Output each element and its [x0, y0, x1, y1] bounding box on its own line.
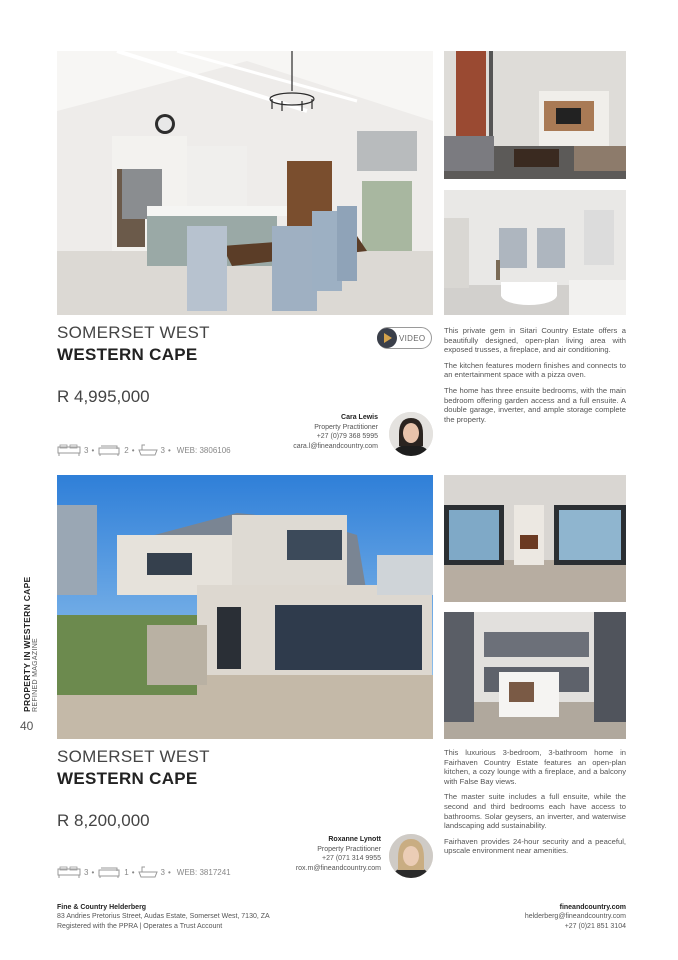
sidebar-label	[22, 576, 39, 712]
sofa-icon	[97, 866, 121, 878]
agent-phone[interactable]: +27 (071 314 9955	[322, 855, 381, 862]
listing2-kitchen-photo	[444, 612, 626, 739]
listing2-main-photo	[57, 475, 433, 739]
listing1-video-button[interactable]	[377, 327, 432, 349]
description-paragraph: The kitchen features modern finishes and connects to an entertainment space with a pizza oven.	[444, 360, 626, 380]
footer-right	[525, 903, 626, 931]
footer-phone[interactable]: +27 (0)21 851 3104	[564, 922, 626, 930]
listing1-region: WESTERN CAPE	[57, 345, 198, 364]
description-paragraph: This luxurious 3-bedroom, 3-bathroom home in Fairhaven Country Estate features an open-plan kitchen, a cozy lounge with a fireplace, and a balcony with False Bay views.	[444, 748, 626, 786]
listing1-living-photo	[444, 51, 626, 179]
agent-title: Property Practitioner	[314, 423, 378, 431]
sidebar-title: PROPERTY IN WESTERN CAPE	[22, 576, 32, 712]
listing2-agent-info	[296, 835, 381, 873]
agent-name: Roxanne Lynott	[328, 836, 381, 843]
description-paragraph: This private gem in Sitari Country Estate offers a beautifully designed, open-plan living area with exposed trusses, a fireplace, and air conditioning.	[444, 326, 626, 355]
description-paragraph: The master suite includes a full ensuite, while the second and third bedrooms each have access to bathrooms. Solar geysers, an inverter, and waterwise landscaping add sustainability.	[444, 792, 626, 831]
listing1-city: SOMERSET WEST	[57, 323, 210, 342]
video-label: VIDEO	[399, 333, 426, 343]
footer-left	[57, 903, 270, 931]
listing1-agent-info	[293, 413, 378, 451]
bed-icon	[57, 866, 81, 878]
footer-address: 83 Andries Pretorius Street, Audas Estate, Somerset West, 7130, ZA	[57, 913, 270, 921]
listing2-agent-avatar	[389, 834, 433, 878]
listing2-city: SOMERSET WEST	[57, 747, 210, 766]
bath-icon	[138, 443, 158, 457]
page-number: 40	[20, 719, 34, 733]
bath-icon	[138, 865, 158, 879]
agent-name: Cara Lewis	[341, 414, 378, 421]
footer-website[interactable]: fineandcountry.com	[559, 904, 626, 911]
listing2-region: WESTERN CAPE	[57, 769, 198, 788]
agent-title: Property Practitioner	[317, 845, 381, 853]
footer-registration: Registered with the PPRA | Operates a Trust Account	[57, 922, 223, 930]
bed-icon	[57, 444, 81, 456]
baths-count: 1	[124, 867, 129, 877]
listing2-features: 3 • 1 • 3 • WEB: 3817241	[57, 865, 231, 879]
footer-email[interactable]: helderberg@fineandcountry.com	[524, 913, 626, 921]
listing1-bathroom-photo	[444, 190, 626, 315]
agent-phone[interactable]: +27 (0)79 368 5995	[316, 433, 378, 440]
sofa-icon	[97, 444, 121, 456]
listing2-price: R 8,200,000	[57, 811, 150, 830]
garages-count: 3	[160, 445, 165, 455]
play-icon	[377, 328, 397, 348]
agent-email[interactable]: rox.m@fineandcountry.com	[295, 864, 381, 872]
beds-count: 3	[84, 867, 89, 877]
listing1-web-ref: WEB: 3806106	[176, 445, 231, 455]
footer-company: Fine & Country Helderberg	[57, 904, 147, 911]
beds-count: 3	[84, 445, 89, 455]
listing1-features: 3 • 2 • 3 • WEB: 3806106	[57, 443, 231, 457]
listing1-agent-avatar	[389, 412, 433, 456]
listing1-description	[444, 326, 626, 430]
agent-email[interactable]: cara.l@fineandcountry.com	[293, 442, 378, 450]
listing1-price: R 4,995,000	[57, 387, 150, 406]
description-paragraph: The home has three ensuite bedrooms, with the main bedroom offering garden access and a full ensuite. A double garage, inverter, and ample storage complete the property.	[444, 385, 626, 424]
listing2-lounge-photo	[444, 475, 626, 602]
listing2-web-ref: WEB: 3817241	[176, 867, 231, 877]
sidebar-subtitle: REFINED MAGAZINE	[32, 637, 39, 712]
baths-count: 2	[124, 445, 129, 455]
garages-count: 3	[160, 867, 165, 877]
listing1-main-photo	[57, 51, 433, 315]
listing2-description	[444, 748, 626, 862]
description-paragraph: Fairhaven provides 24-hour security and a peaceful, upscale environment near amenities.	[444, 836, 626, 856]
